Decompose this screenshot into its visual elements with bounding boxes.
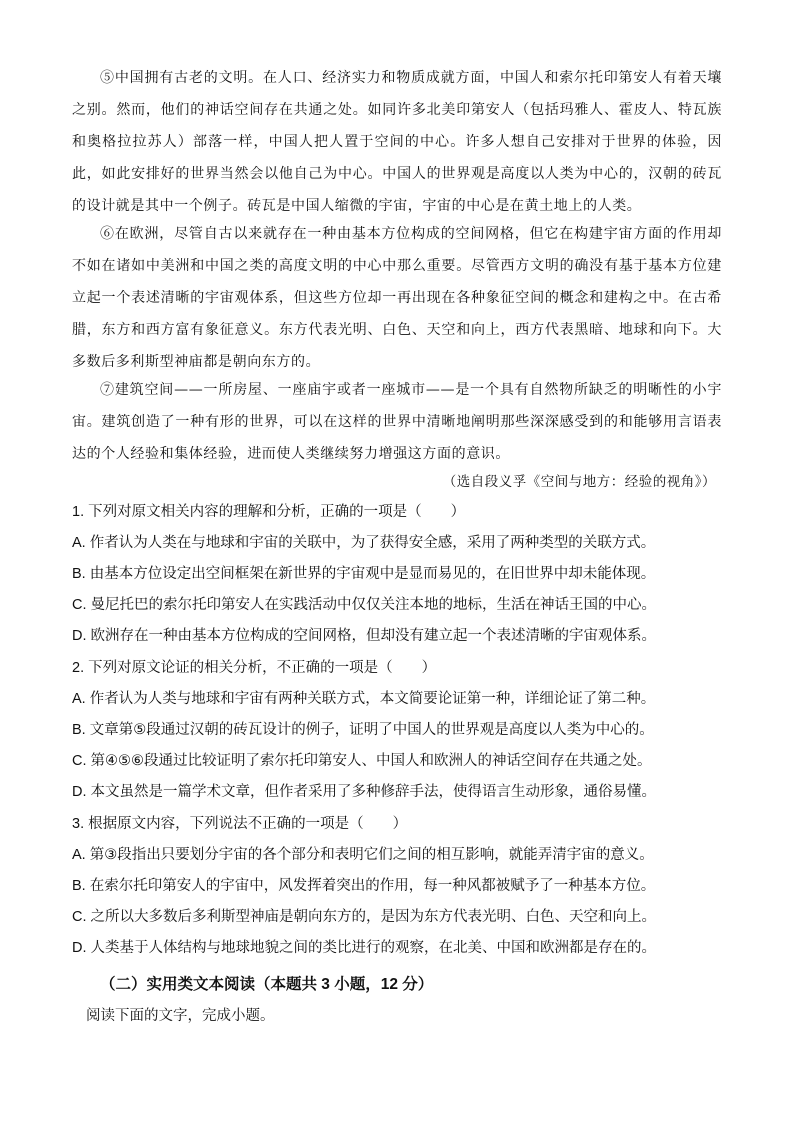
question-3-option-a: A. 第③段指出只要划分宇宙的各个部分和表明它们之间的相互影响，就能弄清宇宙的意义。 (72, 847, 654, 863)
question-2-option-b: B. 文章第⑤段通过汉朝的砖瓦设计的例子，证明了中国人的世界观是高度以人类为中心的。 (72, 722, 654, 738)
question-1-option-c: C. 曼尼托巴的索尔托印第安人在实践活动中仅仅关注本地的地标，生活在神话王国的中心。 (72, 597, 657, 613)
question-3-stem: 3. 根据原文内容，下列说法不正确的一项是（ ） (72, 816, 408, 832)
question-3-option-c: C. 之所以大多数后多利斯型神庙是朝向东方的，是因为东方代表光明、白色、天空和向上。 (72, 909, 657, 925)
question-2-stem: 2. 下列对原文论证的相关分析，不正确的一项是（ ） (72, 660, 437, 676)
section-instruction: 阅读下面的文字，完成小题。 (86, 1008, 275, 1024)
passage-paragraph-7: ⑦建筑空间——一所房屋、一座庙宇或者一座城市——是一个具有自然物所缺乏的明晰性的小宇宙。建筑创造了一种有形的世界，可以在这样的世界中清晰地阐明那些深深感受到的和能够用言语表达的个人经验和集体经验，进而使人类继续努力增强这方面的意识。 (72, 382, 722, 462)
passage-paragraph-5: ⑤中国拥有古老的文明。在人口、经济实力和物质成就方面，中国人和索尔托印第安人有着天壤之别。然而，他们的神话空间存在共通之处。如同许多北美印第安人（包括玛雅人、霍皮人、特瓦族和奥格拉拉苏人）部落一样，中国人把人置于空间的中心。许多人想自己安排对于世界的体验，因此，如此安排好的世界当然会以他自己为中心。中国人的世界观是高度以人类为中心的，汉朝的砖瓦的设计就是其中一个例子。砖瓦是中国人缩微的宇宙，宇宙的中心是在黄土地上的人类。 (72, 70, 722, 214)
question-1-option-b: B. 由基本方位设定出空间框架在新世界的宇宙观中是显而易见的，在旧世界中却未能体现。 (72, 566, 656, 582)
question-1-stem: 1. 下列对原文相关内容的理解和分析，正确的一项是（ ） (72, 504, 466, 520)
question-1-option-d: D. 欧洲存在一种由基本方位构成的空间网格，但却没有建立起一个表述清晰的宇宙观体系。 (72, 628, 657, 644)
question-3-option-b: B. 在索尔托印第安人的宇宙中，风发挥着突出的作用，每一种风都被赋予了一种基本方位。 (72, 878, 656, 894)
question-2-option-c: C. 第④⑤⑥段通过比较证明了索尔托印第安人、中国人和欧洲人的神话空间存在共通之处。 (72, 753, 652, 769)
passage-paragraph-6: ⑥在欧洲，尽管自古以来就存在一种由基本方位构成的空间网格，但它在构建宇宙方面的作用却不如在诸如中美洲和中国之类的高度文明的中心中那么重要。尽管西方文明的确没有基于基本方位建立起一个表述清晰的宇宙观体系，但这些方位却一再出现在各种象征空间的概念和建构之中。在古希腊，东方和西方富有象征意义。东方代表光明、白色、天空和向上，西方代表黑暗、地球和向下。大多数后多利斯型神庙都是朝向东方的。 (72, 226, 722, 370)
question-3-option-d: D. 人类基于人体结构与地球地貌之间的类比进行的观察，在北美、中国和欧洲都是存在的。 (72, 940, 657, 956)
question-2-option-d: D. 本文虽然是一篇学术文章，但作者采用了多种修辞手法，使得语言生动形象，通俗易懂。 (72, 784, 657, 800)
question-1-option-a: A. 作者认为人类在与地球和宇宙的关联中，为了获得安全感，采用了两种类型的关联方式。 (72, 535, 656, 551)
question-2-option-a: A. 作者认为人类与地球和宇宙有两种关联方式，本文简要论证第一种，详细论证了第二种。 (72, 691, 656, 707)
passage-source: （选自段义孚《空间与地方：经验的视角》） (442, 474, 716, 490)
section-heading: （二）实用类文本阅读（本题共 3 小题，12 分） (100, 976, 434, 993)
